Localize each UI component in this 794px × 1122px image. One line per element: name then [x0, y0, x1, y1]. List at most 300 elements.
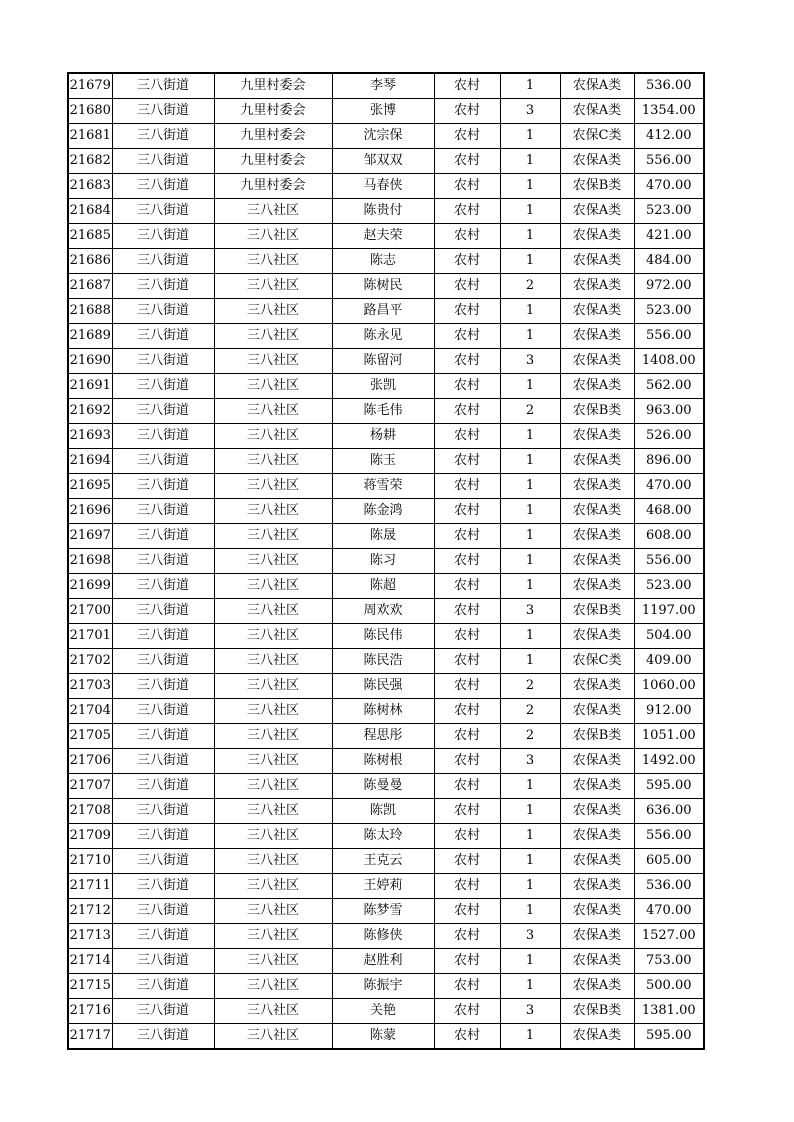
person-name-cell: 陈留河 — [332, 349, 434, 374]
street-cell: 三八街道 — [112, 749, 214, 774]
community-cell: 三八社区 — [214, 499, 332, 524]
record-id-cell: 21713 — [68, 924, 112, 949]
table-row — [68, 399, 704, 424]
person-name-cell: 张凯 — [332, 374, 434, 399]
household-type-cell: 农村 — [434, 174, 500, 199]
amount-cell: 595.00 — [634, 774, 704, 799]
insurance-category-cell: 农保A类 — [560, 199, 634, 224]
amount-cell: 1381.00 — [634, 999, 704, 1024]
insurance-category-cell: 农保A类 — [560, 149, 634, 174]
household-type-cell: 农村 — [434, 849, 500, 874]
household-type-cell: 农村 — [434, 449, 500, 474]
household-type-cell: 农村 — [434, 699, 500, 724]
table-row — [68, 799, 704, 824]
record-id-cell: 21697 — [68, 524, 112, 549]
amount-cell: 523.00 — [634, 199, 704, 224]
record-id-cell: 21691 — [68, 374, 112, 399]
household-type-cell: 农村 — [434, 149, 500, 174]
community-cell: 三八社区 — [214, 674, 332, 699]
record-id-cell: 21701 — [68, 624, 112, 649]
amount-cell: 523.00 — [634, 574, 704, 599]
community-cell: 三八社区 — [214, 449, 332, 474]
table-row — [68, 124, 704, 149]
amount-cell: 500.00 — [634, 974, 704, 999]
insurance-category-cell: 农保A类 — [560, 574, 634, 599]
table-row — [68, 99, 704, 124]
insurance-category-cell: 农保A类 — [560, 924, 634, 949]
community-cell: 三八社区 — [214, 399, 332, 424]
record-id-cell: 21680 — [68, 99, 112, 124]
member-count-cell: 3 — [500, 349, 560, 374]
street-cell: 三八街道 — [112, 73, 214, 99]
insurance-category-cell: 农保B类 — [560, 174, 634, 199]
street-cell: 三八街道 — [112, 699, 214, 724]
amount-cell: 409.00 — [634, 649, 704, 674]
person-name-cell: 程思彤 — [332, 724, 434, 749]
person-name-cell: 张博 — [332, 99, 434, 124]
insurance-category-cell: 农保B类 — [560, 399, 634, 424]
record-id-cell: 21696 — [68, 499, 112, 524]
street-cell: 三八街道 — [112, 99, 214, 124]
street-cell: 三八街道 — [112, 924, 214, 949]
community-cell: 三八社区 — [214, 724, 332, 749]
person-name-cell: 陈树林 — [332, 699, 434, 724]
street-cell: 三八街道 — [112, 874, 214, 899]
person-name-cell: 陈民浩 — [332, 649, 434, 674]
insurance-category-cell: 农保A类 — [560, 874, 634, 899]
table-row — [68, 874, 704, 899]
amount-cell: 504.00 — [634, 624, 704, 649]
table-row — [68, 424, 704, 449]
household-type-cell: 农村 — [434, 1024, 500, 1050]
insurance-category-cell: 农保A类 — [560, 899, 634, 924]
table-row — [68, 199, 704, 224]
community-cell: 三八社区 — [214, 274, 332, 299]
record-id-cell: 21694 — [68, 449, 112, 474]
record-id-cell: 21702 — [68, 649, 112, 674]
person-name-cell: 路昌平 — [332, 299, 434, 324]
table-row — [68, 474, 704, 499]
person-name-cell: 陈树根 — [332, 749, 434, 774]
table-row — [68, 549, 704, 574]
insurance-category-cell: 农保B类 — [560, 999, 634, 1024]
record-id-cell: 21686 — [68, 249, 112, 274]
member-count-cell: 1 — [500, 774, 560, 799]
member-count-cell: 1 — [500, 474, 560, 499]
community-cell: 三八社区 — [214, 1024, 332, 1050]
insurance-category-cell: 农保B类 — [560, 599, 634, 624]
street-cell: 三八街道 — [112, 499, 214, 524]
record-id-cell: 21685 — [68, 224, 112, 249]
amount-cell: 605.00 — [634, 849, 704, 874]
record-id-cell: 21706 — [68, 749, 112, 774]
insurance-category-cell: 农保A类 — [560, 799, 634, 824]
community-cell: 三八社区 — [214, 949, 332, 974]
records-table — [67, 72, 705, 1050]
member-count-cell: 1 — [500, 949, 560, 974]
household-type-cell: 农村 — [434, 724, 500, 749]
record-id-cell: 21684 — [68, 199, 112, 224]
community-cell: 九里村委会 — [214, 99, 332, 124]
member-count-cell: 1 — [500, 374, 560, 399]
street-cell: 三八街道 — [112, 224, 214, 249]
member-count-cell: 3 — [500, 599, 560, 624]
insurance-category-cell: 农保A类 — [560, 349, 634, 374]
person-name-cell: 陈晟 — [332, 524, 434, 549]
amount-cell: 1527.00 — [634, 924, 704, 949]
street-cell: 三八街道 — [112, 799, 214, 824]
member-count-cell: 1 — [500, 874, 560, 899]
amount-cell: 1197.00 — [634, 599, 704, 624]
member-count-cell: 1 — [500, 424, 560, 449]
household-type-cell: 农村 — [434, 824, 500, 849]
record-id-cell: 21703 — [68, 674, 112, 699]
member-count-cell: 1 — [500, 574, 560, 599]
member-count-cell: 3 — [500, 924, 560, 949]
table-row — [68, 174, 704, 199]
amount-cell: 636.00 — [634, 799, 704, 824]
street-cell: 三八街道 — [112, 974, 214, 999]
person-name-cell: 陈曼曼 — [332, 774, 434, 799]
member-count-cell: 1 — [500, 1024, 560, 1050]
record-id-cell: 21705 — [68, 724, 112, 749]
household-type-cell: 农村 — [434, 874, 500, 899]
amount-cell: 1408.00 — [634, 349, 704, 374]
community-cell: 三八社区 — [214, 824, 332, 849]
table-row — [68, 849, 704, 874]
amount-cell: 608.00 — [634, 524, 704, 549]
amount-cell: 1492.00 — [634, 749, 704, 774]
insurance-category-cell: 农保A类 — [560, 974, 634, 999]
table-row — [68, 649, 704, 674]
amount-cell: 470.00 — [634, 474, 704, 499]
member-count-cell: 3 — [500, 749, 560, 774]
community-cell: 三八社区 — [214, 649, 332, 674]
street-cell: 三八街道 — [112, 174, 214, 199]
person-name-cell: 陈毛伟 — [332, 399, 434, 424]
member-count-cell: 2 — [500, 274, 560, 299]
amount-cell: 484.00 — [634, 249, 704, 274]
amount-cell: 1051.00 — [634, 724, 704, 749]
record-id-cell: 21695 — [68, 474, 112, 499]
household-type-cell: 农村 — [434, 899, 500, 924]
amount-cell: 523.00 — [634, 299, 704, 324]
person-name-cell: 杨耕 — [332, 424, 434, 449]
household-type-cell: 农村 — [434, 349, 500, 374]
amount-cell: 556.00 — [634, 824, 704, 849]
member-count-cell: 1 — [500, 524, 560, 549]
table-row — [68, 224, 704, 249]
insurance-category-cell: 农保A类 — [560, 1024, 634, 1050]
community-cell: 三八社区 — [214, 199, 332, 224]
table-row — [68, 449, 704, 474]
household-type-cell: 农村 — [434, 73, 500, 99]
member-count-cell: 2 — [500, 399, 560, 424]
person-name-cell: 陈太玲 — [332, 824, 434, 849]
community-cell: 九里村委会 — [214, 124, 332, 149]
street-cell: 三八街道 — [112, 649, 214, 674]
household-type-cell: 农村 — [434, 274, 500, 299]
insurance-category-cell: 农保A类 — [560, 699, 634, 724]
community-cell: 九里村委会 — [214, 174, 332, 199]
household-type-cell: 农村 — [434, 974, 500, 999]
community-cell: 三八社区 — [214, 549, 332, 574]
person-name-cell: 马春侠 — [332, 174, 434, 199]
record-id-cell: 21683 — [68, 174, 112, 199]
table-row — [68, 999, 704, 1024]
person-name-cell: 陈凯 — [332, 799, 434, 824]
amount-cell: 562.00 — [634, 374, 704, 399]
insurance-category-cell: 农保A类 — [560, 274, 634, 299]
insurance-category-cell: 农保A类 — [560, 824, 634, 849]
member-count-cell: 2 — [500, 699, 560, 724]
member-count-cell: 1 — [500, 224, 560, 249]
member-count-cell: 1 — [500, 649, 560, 674]
person-name-cell: 沈宗保 — [332, 124, 434, 149]
street-cell: 三八街道 — [112, 424, 214, 449]
household-type-cell: 农村 — [434, 999, 500, 1024]
household-type-cell: 农村 — [434, 424, 500, 449]
street-cell: 三八街道 — [112, 549, 214, 574]
person-name-cell: 邹双双 — [332, 149, 434, 174]
street-cell: 三八街道 — [112, 199, 214, 224]
street-cell: 三八街道 — [112, 574, 214, 599]
person-name-cell: 赵夫荣 — [332, 224, 434, 249]
street-cell: 三八街道 — [112, 149, 214, 174]
street-cell: 三八街道 — [112, 474, 214, 499]
table-row — [68, 299, 704, 324]
insurance-category-cell: 农保A类 — [560, 624, 634, 649]
street-cell: 三八街道 — [112, 624, 214, 649]
member-count-cell: 1 — [500, 249, 560, 274]
insurance-category-cell: 农保A类 — [560, 424, 634, 449]
household-type-cell: 农村 — [434, 924, 500, 949]
table-row — [68, 899, 704, 924]
member-count-cell: 2 — [500, 724, 560, 749]
street-cell: 三八街道 — [112, 599, 214, 624]
street-cell: 三八街道 — [112, 674, 214, 699]
member-count-cell: 1 — [500, 149, 560, 174]
insurance-category-cell: 农保A类 — [560, 299, 634, 324]
record-id-cell: 21692 — [68, 399, 112, 424]
street-cell: 三八街道 — [112, 824, 214, 849]
community-cell: 三八社区 — [214, 324, 332, 349]
insurance-category-cell: 农保A类 — [560, 524, 634, 549]
member-count-cell: 1 — [500, 824, 560, 849]
member-count-cell: 1 — [500, 449, 560, 474]
community-cell: 三八社区 — [214, 249, 332, 274]
household-type-cell: 农村 — [434, 124, 500, 149]
amount-cell: 536.00 — [634, 73, 704, 99]
person-name-cell: 王婷莉 — [332, 874, 434, 899]
amount-cell: 963.00 — [634, 399, 704, 424]
community-cell: 三八社区 — [214, 749, 332, 774]
amount-cell: 470.00 — [634, 174, 704, 199]
table-row — [68, 499, 704, 524]
record-id-cell: 21681 — [68, 124, 112, 149]
person-name-cell: 陈民伟 — [332, 624, 434, 649]
record-id-cell: 21710 — [68, 849, 112, 874]
table-row — [68, 374, 704, 399]
insurance-category-cell: 农保A类 — [560, 849, 634, 874]
table-row — [68, 249, 704, 274]
household-type-cell: 农村 — [434, 624, 500, 649]
street-cell: 三八街道 — [112, 399, 214, 424]
amount-cell: 412.00 — [634, 124, 704, 149]
insurance-category-cell: 农保C类 — [560, 124, 634, 149]
insurance-category-cell: 农保A类 — [560, 949, 634, 974]
amount-cell: 536.00 — [634, 874, 704, 899]
community-cell: 三八社区 — [214, 799, 332, 824]
table-row — [68, 599, 704, 624]
person-name-cell: 赵胜利 — [332, 949, 434, 974]
amount-cell: 896.00 — [634, 449, 704, 474]
table-row — [68, 574, 704, 599]
member-count-cell: 1 — [500, 299, 560, 324]
record-id-cell: 21707 — [68, 774, 112, 799]
household-type-cell: 农村 — [434, 399, 500, 424]
record-id-cell: 21712 — [68, 899, 112, 924]
table-row — [68, 749, 704, 774]
table-row — [68, 324, 704, 349]
person-name-cell: 陈习 — [332, 549, 434, 574]
amount-cell: 753.00 — [634, 949, 704, 974]
street-cell: 三八街道 — [112, 274, 214, 299]
person-name-cell: 关艳 — [332, 999, 434, 1024]
community-cell: 三八社区 — [214, 924, 332, 949]
member-count-cell: 3 — [500, 999, 560, 1024]
community-cell: 三八社区 — [214, 849, 332, 874]
household-type-cell: 农村 — [434, 324, 500, 349]
member-count-cell: 2 — [500, 674, 560, 699]
person-name-cell: 陈蒙 — [332, 1024, 434, 1050]
amount-cell: 595.00 — [634, 1024, 704, 1050]
amount-cell: 470.00 — [634, 899, 704, 924]
community-cell: 九里村委会 — [214, 73, 332, 99]
insurance-category-cell: 农保A类 — [560, 449, 634, 474]
amount-cell: 556.00 — [634, 549, 704, 574]
amount-cell: 556.00 — [634, 324, 704, 349]
table-row — [68, 974, 704, 999]
household-type-cell: 农村 — [434, 549, 500, 574]
record-id-cell: 21714 — [68, 949, 112, 974]
insurance-category-cell: 农保A类 — [560, 749, 634, 774]
community-cell: 三八社区 — [214, 974, 332, 999]
insurance-category-cell: 农保A类 — [560, 324, 634, 349]
person-name-cell: 李琴 — [332, 73, 434, 99]
community-cell: 三八社区 — [214, 899, 332, 924]
street-cell: 三八街道 — [112, 849, 214, 874]
street-cell: 三八街道 — [112, 724, 214, 749]
community-cell: 三八社区 — [214, 999, 332, 1024]
record-id-cell: 21700 — [68, 599, 112, 624]
record-id-cell: 21687 — [68, 274, 112, 299]
amount-cell: 972.00 — [634, 274, 704, 299]
community-cell: 三八社区 — [214, 299, 332, 324]
street-cell: 三八街道 — [112, 524, 214, 549]
record-id-cell: 21699 — [68, 574, 112, 599]
household-type-cell: 农村 — [434, 599, 500, 624]
member-count-cell: 1 — [500, 624, 560, 649]
household-type-cell: 农村 — [434, 224, 500, 249]
record-id-cell: 21698 — [68, 549, 112, 574]
community-cell: 三八社区 — [214, 599, 332, 624]
amount-cell: 1354.00 — [634, 99, 704, 124]
amount-cell: 526.00 — [634, 424, 704, 449]
record-id-cell: 21689 — [68, 324, 112, 349]
street-cell: 三八街道 — [112, 949, 214, 974]
household-type-cell: 农村 — [434, 524, 500, 549]
amount-cell: 912.00 — [634, 699, 704, 724]
community-cell: 三八社区 — [214, 699, 332, 724]
record-id-cell: 21704 — [68, 699, 112, 724]
street-cell: 三八街道 — [112, 299, 214, 324]
person-name-cell: 周欢欢 — [332, 599, 434, 624]
record-id-cell: 21709 — [68, 824, 112, 849]
person-name-cell: 王克云 — [332, 849, 434, 874]
table-row — [68, 524, 704, 549]
amount-cell: 468.00 — [634, 499, 704, 524]
member-count-cell: 1 — [500, 849, 560, 874]
table-row — [68, 724, 704, 749]
community-cell: 三八社区 — [214, 374, 332, 399]
person-name-cell: 陈振宇 — [332, 974, 434, 999]
household-type-cell: 农村 — [434, 749, 500, 774]
amount-cell: 1060.00 — [634, 674, 704, 699]
member-count-cell: 1 — [500, 974, 560, 999]
person-name-cell: 蒋雪荣 — [332, 474, 434, 499]
member-count-cell: 1 — [500, 499, 560, 524]
insurance-category-cell: 农保C类 — [560, 649, 634, 674]
community-cell: 三八社区 — [214, 524, 332, 549]
amount-cell: 556.00 — [634, 149, 704, 174]
street-cell: 三八街道 — [112, 374, 214, 399]
person-name-cell: 陈贵付 — [332, 199, 434, 224]
table-row — [68, 674, 704, 699]
street-cell: 三八街道 — [112, 899, 214, 924]
table-row — [68, 824, 704, 849]
person-name-cell: 陈树民 — [332, 274, 434, 299]
record-id-cell: 21679 — [68, 73, 112, 99]
record-id-cell: 21717 — [68, 1024, 112, 1050]
record-id-cell: 21690 — [68, 349, 112, 374]
household-type-cell: 农村 — [434, 99, 500, 124]
table-row — [68, 274, 704, 299]
member-count-cell: 1 — [500, 899, 560, 924]
street-cell: 三八街道 — [112, 324, 214, 349]
insurance-category-cell: 农保A类 — [560, 674, 634, 699]
household-type-cell: 农村 — [434, 199, 500, 224]
household-type-cell: 农村 — [434, 249, 500, 274]
member-count-cell: 1 — [500, 324, 560, 349]
person-name-cell: 陈金鸿 — [332, 499, 434, 524]
household-type-cell: 农村 — [434, 774, 500, 799]
insurance-category-cell: 农保A类 — [560, 774, 634, 799]
household-type-cell: 农村 — [434, 499, 500, 524]
community-cell: 三八社区 — [214, 349, 332, 374]
table-row — [68, 624, 704, 649]
community-cell: 三八社区 — [214, 574, 332, 599]
table-row — [68, 1024, 704, 1050]
community-cell: 三八社区 — [214, 874, 332, 899]
street-cell: 三八街道 — [112, 449, 214, 474]
street-cell: 三八街道 — [112, 1024, 214, 1050]
community-cell: 三八社区 — [214, 624, 332, 649]
street-cell: 三八街道 — [112, 249, 214, 274]
member-count-cell: 1 — [500, 174, 560, 199]
household-type-cell: 农村 — [434, 574, 500, 599]
street-cell: 三八街道 — [112, 124, 214, 149]
